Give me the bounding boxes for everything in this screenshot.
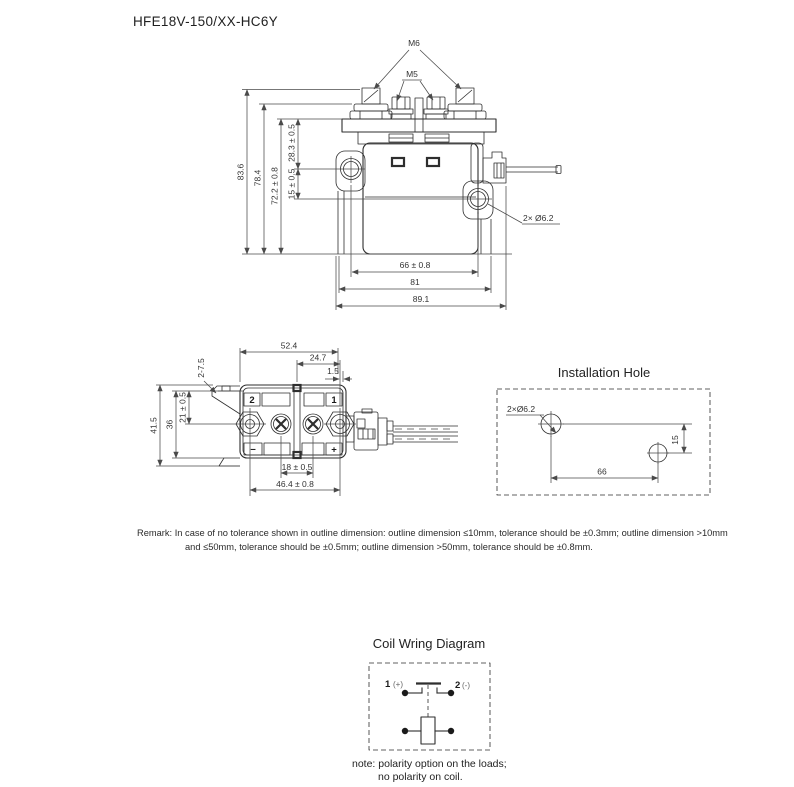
coil-screw-right-icon bbox=[303, 414, 323, 434]
dim-bracket-span: 81 bbox=[410, 277, 420, 287]
dim-plate-height: 72.2 ± 0.8 bbox=[269, 167, 280, 205]
coil-note-line-1: note: polarity option on the loads; bbox=[352, 758, 507, 770]
dim-terminal-span: 46.4 ± 0.8 bbox=[276, 479, 314, 489]
dim-body-width: 52.4 bbox=[280, 340, 298, 351]
coil-screw-left-icon bbox=[271, 414, 291, 434]
coil-terminal-1-label: 1 bbox=[385, 679, 391, 690]
minus-label: − bbox=[250, 444, 256, 456]
installation-hole-callout: 2×Ø6.2 bbox=[507, 404, 536, 414]
terminal-1-label: 1 bbox=[331, 395, 337, 406]
m6-bolt-right-icon bbox=[444, 88, 486, 119]
thread-callouts bbox=[374, 38, 461, 101]
remark-block bbox=[137, 528, 728, 552]
coil-diagram-title: Coil Wring Diagram bbox=[372, 636, 486, 651]
dim-body-depth: 36 bbox=[164, 419, 175, 430]
page-title: HFE18V-150/XX-HC6Y bbox=[133, 14, 278, 29]
dim-hole-offset: 15 ± 0.5 bbox=[286, 168, 297, 200]
coil-node-2 bbox=[448, 690, 454, 696]
installation-hole-title: Installation Hole bbox=[557, 365, 651, 380]
dim-total-depth: 41.5 bbox=[148, 417, 159, 434]
coil-connector-front bbox=[471, 143, 561, 183]
top-body bbox=[240, 385, 346, 458]
m5-label: M5 bbox=[406, 69, 418, 79]
installation-hole-2 bbox=[647, 442, 669, 464]
m6-bolt-left-icon bbox=[350, 88, 392, 119]
front-view bbox=[236, 38, 562, 310]
coil-symbol bbox=[408, 717, 448, 744]
dim-total-height: 83.6 bbox=[235, 163, 246, 181]
top-bracket-upper bbox=[212, 386, 240, 414]
dim-top-to-terminal: 21 ± 0.5 bbox=[177, 392, 188, 423]
coil-wiring-section bbox=[352, 636, 507, 783]
remark-line-1: Remark: In case of no tolerance shown in outline dimension: outline dimension ≤10mm, tolerance should be ±0.3mm; outline dimension >10mm bbox=[137, 528, 728, 538]
coil-terminal-2-label: 2 bbox=[455, 680, 461, 691]
coil-note-line-2: no polarity on coil. bbox=[378, 771, 463, 783]
dim-install-vertical: 15 bbox=[670, 435, 680, 445]
plus-label: + bbox=[331, 444, 337, 456]
top-view bbox=[149, 341, 459, 497]
front-extension-lines bbox=[242, 90, 512, 311]
remark-line-2: and ≤50mm, tolerance should be ±0.5mm; outline dimension >50mm, tolerance should be ±0.8mm. bbox=[185, 542, 593, 552]
dim-plate-to-hole: 28.3 ± 0.5 bbox=[286, 124, 297, 162]
dim-washer-height: 78.4 bbox=[252, 169, 263, 187]
dim-install-horizontal: 66 bbox=[597, 466, 607, 477]
installation-hole-section bbox=[497, 365, 710, 495]
dim-center-to-terminal: 24.7 bbox=[309, 352, 327, 363]
front-hole-callout bbox=[488, 204, 560, 224]
front-hole-callout-label: 2× Ø6.2 bbox=[523, 213, 554, 223]
contact-symbol bbox=[408, 684, 448, 718]
coil-terminal-2-sign: (-) bbox=[462, 681, 470, 690]
contact-plate bbox=[342, 98, 496, 144]
coil-node-4 bbox=[448, 728, 454, 734]
coil-connector-top bbox=[346, 409, 458, 450]
dim-hole-span: 66 ± 0.8 bbox=[399, 260, 431, 270]
coil-node-3 bbox=[402, 728, 408, 734]
m5-bolt-left-icon bbox=[389, 97, 413, 119]
coil-terminal-1-sign: (+) bbox=[393, 680, 403, 689]
mounting-bracket-left bbox=[336, 151, 365, 254]
dim-coil-screw-span: 18 ± 0.5 bbox=[281, 462, 313, 472]
coil-node-1 bbox=[402, 690, 408, 696]
terminal-hex-right-icon bbox=[324, 408, 356, 440]
front-dimensions bbox=[236, 90, 507, 307]
dim-edge-offset: 1.5 bbox=[327, 366, 339, 376]
terminal-2-label: 2 bbox=[249, 395, 255, 406]
relay-body bbox=[363, 143, 478, 254]
dim-slot: 2-7.5 bbox=[196, 358, 206, 378]
top-bracket-lower bbox=[219, 458, 240, 466]
dim-total-width: 89.1 bbox=[412, 294, 430, 304]
m6-label: M6 bbox=[408, 38, 420, 48]
